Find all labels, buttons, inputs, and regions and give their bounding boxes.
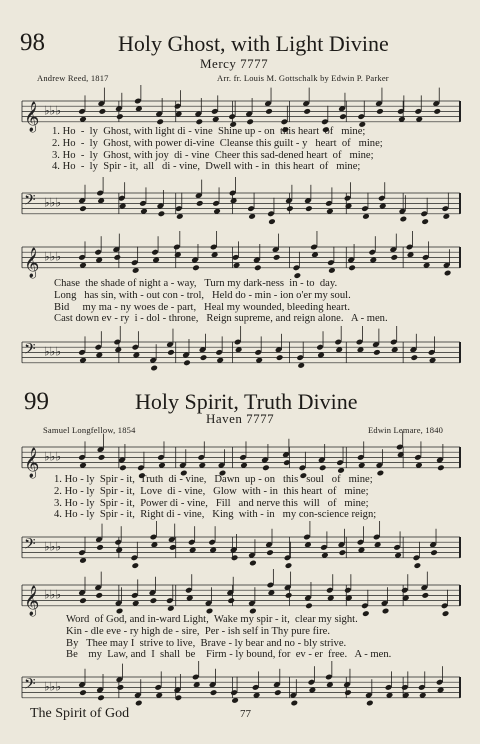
hymn-98-author: Andrew Reed, 1817	[37, 73, 109, 83]
bass-clef-icon: 𝄢	[24, 535, 36, 557]
staff-lines	[22, 101, 460, 122]
key-signature-icon: ♭♭♭	[44, 587, 61, 602]
hymn-98-number: 98	[20, 29, 45, 56]
hymn-99-composer: Edwin Lemare, 1840	[368, 425, 444, 435]
key-signature-icon: ♭♭♭	[44, 249, 61, 264]
verse-line: 1. Ho - ly Ghost, with light di - vine Shine up - on this heart of mine;	[52, 126, 366, 137]
verse-line: 4. Ho - ly Spir - it, all di - vine, Dwell with - in this heart of mine;	[52, 161, 361, 173]
hymn-98-title: Holy Ghost, with Light Divine	[118, 31, 389, 56]
verse-line: Kin - dle eve - ry high de - sire, Per - ish self in Thy pure fire.	[66, 625, 330, 637]
key-signature-icon: ♭♭♭	[44, 539, 61, 554]
verse-line: Chase the shade of night a - way, Turn my dark-ness in - to day.	[54, 278, 338, 289]
key-signature-icon: ♭♭♭	[44, 344, 61, 359]
verse-line: 2. Ho - ly Spir - it, Love di - vine, Glow with - in this heart of mine;	[54, 485, 369, 497]
verse-line: 4. Ho - ly Spir - it, Right di - vine, King with - in my con-science reign;	[54, 509, 377, 521]
hymn-99-tune: Haven 7777	[206, 411, 275, 426]
staff-lines	[22, 193, 460, 214]
note-heads	[78, 569, 449, 617]
page-number: 77	[240, 708, 251, 720]
verse-line: 3. Ho - ly Ghost, with joy di - vine Cheer this sad-dened heart of mine;	[52, 149, 374, 161]
hymn-99-author: Samuel Longfellow, 1854	[43, 425, 136, 435]
bass-clef-icon: 𝄢	[24, 191, 36, 213]
section-footer: The Spirit of God	[30, 706, 130, 721]
verse-line: Be my Law, and I shall be Firm - ly bound, for ev - er free. A - men.	[66, 649, 392, 661]
verse-line: 3. Ho - ly Spir - it, Power di - vine, Fill and nerve this will of mine;	[54, 497, 369, 509]
bass-clef-icon: 𝄢	[24, 340, 36, 362]
note-heads	[78, 177, 450, 225]
treble-clef-icon: 𝄞	[24, 101, 40, 132]
verse-line: 2. Ho - ly Ghost, with power di-vine Cleanse this guilt - y heart of mine;	[52, 137, 383, 149]
hymn-98-tune: Mercy 7777	[200, 56, 269, 71]
staff-lines	[22, 585, 460, 606]
hymn-98-bass-staff-2	[0, 338, 480, 368]
verse-line: 1. Ho - ly Spir - it, Truth di - vine, Dawn up - on this soul of mine;	[54, 474, 373, 485]
staff-lines	[22, 677, 460, 698]
key-signature-icon: ♭♭♭	[44, 679, 61, 694]
verse-line: Long has sin, with - out con - trol, Held do - min - ion o'er my soul.	[54, 289, 351, 301]
hymn-98-composer: Arr. fr. Louis M. Gottschalk by Edwin P. Parker	[217, 73, 389, 83]
hymn-99-number: 99	[24, 388, 49, 415]
hymn-98-verses-system-1	[52, 126, 383, 173]
verse-line: Cast down ev - ry i - dol - throne, Reign supreme, and reign alone. A - men.	[54, 313, 388, 325]
note-heads	[78, 661, 444, 706]
note-heads	[78, 326, 436, 371]
treble-clef-icon: 𝄞	[24, 447, 40, 478]
treble-clef-icon: 𝄞	[24, 585, 40, 616]
hymn-99-verses-system-2	[66, 614, 391, 661]
note-heads	[78, 431, 445, 479]
key-signature-icon: ♭♭♭	[44, 195, 61, 210]
hymn-99-verses-system-1	[54, 474, 376, 521]
note-heads	[78, 231, 451, 279]
hymn-98-verses-system-2	[54, 278, 388, 325]
key-signature-icon: ♭♭♭	[44, 449, 61, 464]
verse-line: By Thee may I strive to live, Brave - ly bear and no - bly strive.	[66, 637, 347, 649]
hymn-99-bass-staff-1	[0, 533, 480, 563]
verse-line: Word of God, and in-ward Light, Wake my spir - it, clear my sight.	[66, 614, 358, 625]
verse-line: Bid my ma - ny woes de - part, Heal my wounded, bleeding heart.	[54, 301, 350, 313]
hymn-98-bass-staff-1	[0, 189, 480, 219]
hymn-98-treble-staff-2	[0, 243, 480, 278]
hymn-99-title: Holy Spirit, Truth Divine	[135, 389, 358, 414]
treble-clef-icon: 𝄞	[24, 247, 40, 278]
hymn-99-treble-staff-1	[0, 443, 480, 478]
hymn-99-treble-staff-2	[0, 581, 480, 616]
hymn-99-bass-staff-2	[0, 673, 480, 703]
bass-clef-icon: 𝄢	[24, 675, 36, 697]
staff-lines	[22, 342, 460, 363]
note-heads	[78, 521, 438, 569]
key-signature-icon: ♭♭♭	[44, 103, 61, 118]
